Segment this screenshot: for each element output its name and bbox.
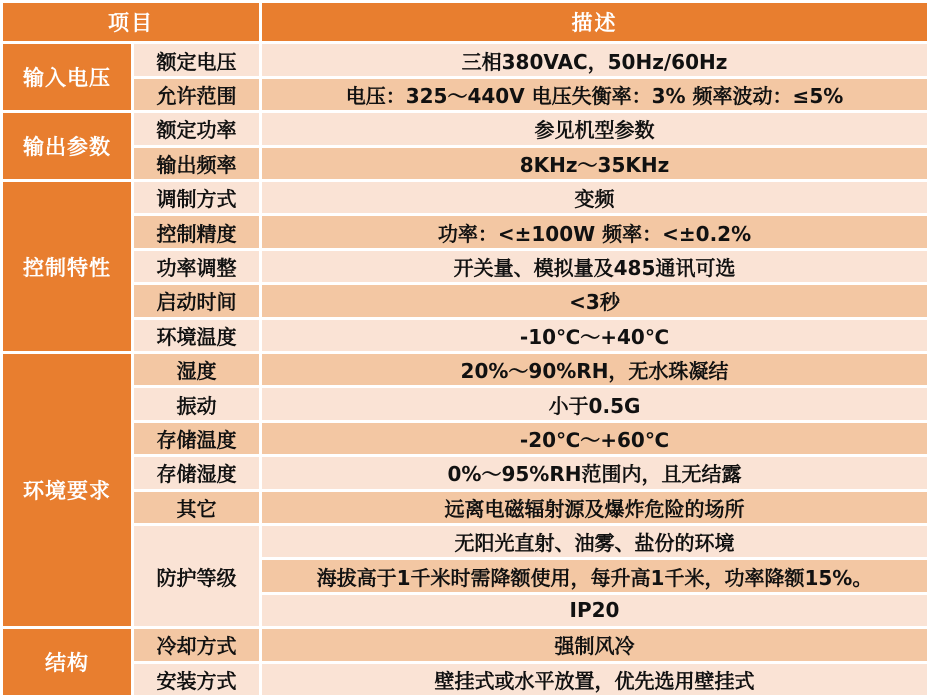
table-row <box>3 388 927 419</box>
row-label: 存储温度 <box>134 423 259 454</box>
table-row <box>3 182 927 213</box>
table-row <box>3 285 927 316</box>
row-label: 存储湿度 <box>134 457 259 488</box>
table-row <box>3 526 927 557</box>
table-row <box>3 216 927 247</box>
table-row <box>3 664 927 695</box>
row-desc: <3秒 <box>262 285 927 316</box>
row-desc: 8KHz～35KHz <box>262 148 927 179</box>
row-desc: 小于0.5G <box>262 388 927 419</box>
row-desc: 壁挂式或水平放置，优先选用壁挂式 <box>262 664 927 695</box>
table-row <box>3 354 927 385</box>
category-output-params: 输出参数 <box>3 113 131 179</box>
row-desc: 电压：325～440V 电压失衡率：3% 频率波动：≤5% <box>262 79 927 110</box>
row-desc: 20%～90%RH，无水珠凝结 <box>262 354 927 385</box>
row-desc: 变频 <box>262 182 927 213</box>
row-label: 控制精度 <box>134 216 259 247</box>
row-desc: 开关量、模拟量及485通讯可选 <box>262 251 927 282</box>
table-row <box>3 44 927 75</box>
row-label: 冷却方式 <box>134 629 259 660</box>
row-desc: 强制风冷 <box>262 629 927 660</box>
row-label: 额定功率 <box>134 113 259 144</box>
header-item: 项目 <box>3 3 259 41</box>
table-header-row <box>3 3 927 41</box>
table-row <box>3 148 927 179</box>
row-label-protection-grade: 防护等级 <box>134 526 259 626</box>
row-label: 振动 <box>134 388 259 419</box>
row-desc: -10℃～+40℃ <box>262 320 927 351</box>
table-row <box>3 79 927 110</box>
row-desc: 0%～95%RH范围内，且无结露 <box>262 457 927 488</box>
row-desc: 远离电磁辐射源及爆炸危险的场所 <box>262 492 927 523</box>
category-control: 控制特性 <box>3 182 131 351</box>
table-row <box>3 251 927 282</box>
row-label: 额定电压 <box>134 44 259 75</box>
row-desc: 功率：<±100W 频率：<±0.2% <box>262 216 927 247</box>
table-row <box>3 423 927 454</box>
table-row <box>3 457 927 488</box>
row-label: 输出频率 <box>134 148 259 179</box>
row-desc: -20℃～+60℃ <box>262 423 927 454</box>
row-label: 允许范围 <box>134 79 259 110</box>
category-structure: 结构 <box>3 629 131 695</box>
row-label: 功率调整 <box>134 251 259 282</box>
row-desc: 三相380VAC，50Hz/60Hz <box>262 44 927 75</box>
row-desc: IP20 <box>262 595 927 626</box>
row-label: 湿度 <box>134 354 259 385</box>
row-label: 安装方式 <box>134 664 259 695</box>
table-row <box>3 113 927 144</box>
category-input-voltage: 输入电压 <box>3 44 131 110</box>
row-desc: 无阳光直射、油雾、盐份的环境 <box>262 526 927 557</box>
row-desc: 参见机型参数 <box>262 113 927 144</box>
table-row <box>3 320 927 351</box>
row-label: 环境温度 <box>134 320 259 351</box>
row-label: 其它 <box>134 492 259 523</box>
table-row <box>3 629 927 660</box>
header-description: 描述 <box>262 3 927 41</box>
category-environment: 环境要求 <box>3 354 131 626</box>
row-desc: 海拔高于1千米时需降额使用，每升高1千米，功率降额15%。 <box>262 560 927 591</box>
row-label: 启动时间 <box>134 285 259 316</box>
row-label: 调制方式 <box>134 182 259 213</box>
table-row <box>3 492 927 523</box>
